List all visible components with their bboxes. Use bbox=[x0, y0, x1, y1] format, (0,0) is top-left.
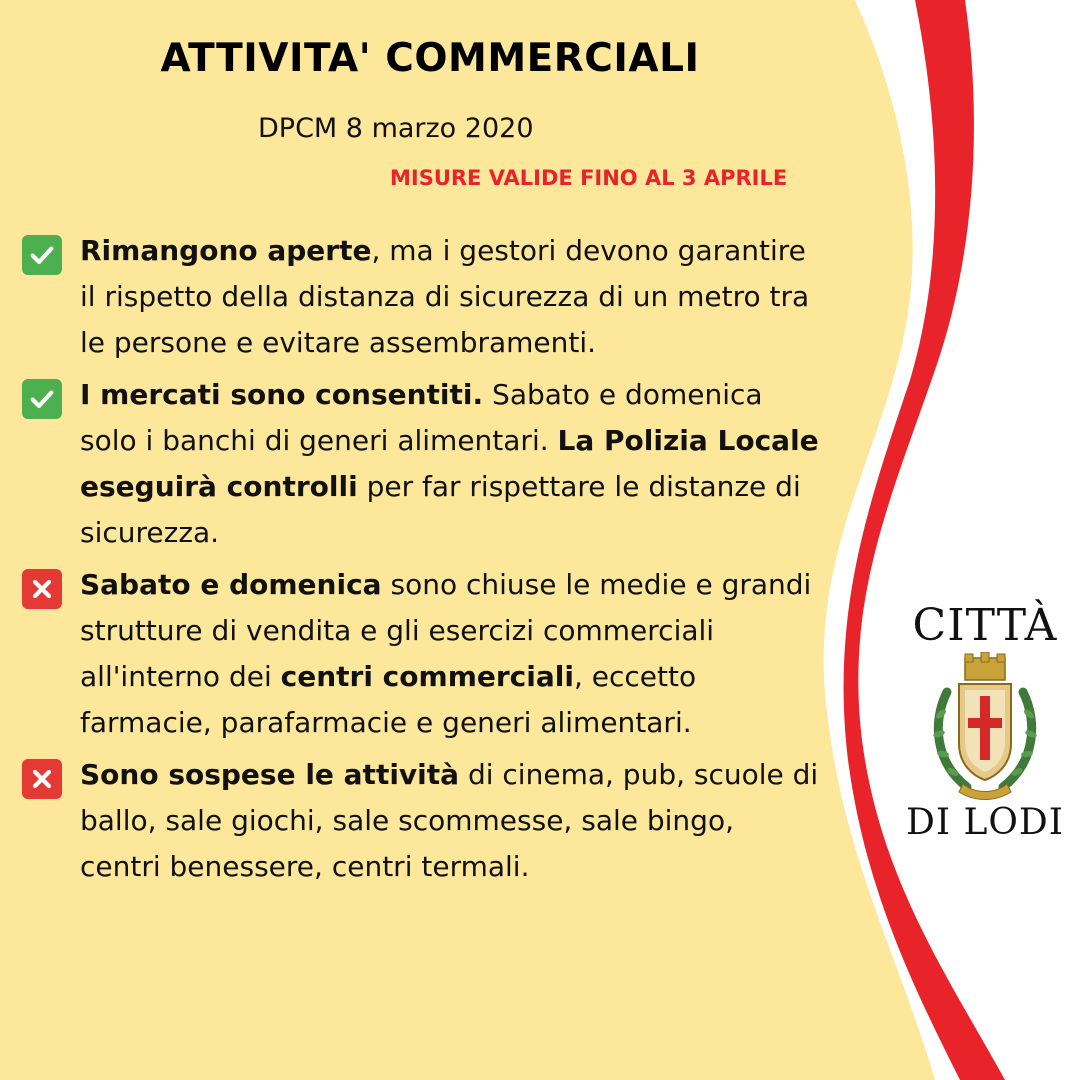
item-plain-text: sono chiuse le medie e grandi strutture di vendita e gli esercizi commerciali all'interno dei bbox=[80, 568, 812, 693]
item-plain-text: , eccetto farmacie, parafarmacie e generi alimentari. bbox=[80, 660, 697, 739]
list-item bbox=[22, 228, 822, 366]
item-bold-text: Sono sospese le attività bbox=[80, 758, 460, 791]
item-bold-text: La Polizia Locale eseguirà controlli bbox=[80, 424, 819, 503]
item-bold-text: I mercati sono consentiti. bbox=[80, 378, 484, 411]
item-text bbox=[80, 752, 820, 890]
logo-top-text: CITTÀ bbox=[912, 600, 1058, 651]
item-plain-text: Sabato e domenica solo i banchi di generi alimentari. bbox=[80, 378, 763, 457]
measures-list bbox=[22, 228, 822, 890]
list-item bbox=[22, 562, 822, 746]
city-logo bbox=[905, 600, 1065, 843]
item-plain-text: per far rispettare le distanze di sicurezza. bbox=[80, 470, 801, 549]
logo-bottom-text: DI LODI bbox=[905, 802, 1065, 843]
item-text bbox=[80, 228, 820, 366]
check-icon bbox=[22, 235, 62, 275]
item-text bbox=[80, 562, 820, 746]
cross-icon bbox=[22, 569, 62, 609]
item-plain-text: , ma i gestori devono garantire il rispetto della distanza di sicurezza di un metro tra le persone e evitare assembramenti. bbox=[80, 234, 810, 359]
item-bold-text: centri commerciali bbox=[280, 660, 574, 693]
list-item bbox=[22, 372, 822, 556]
decree-subtitle: DPCM 8 marzo 2020 bbox=[258, 113, 534, 144]
check-icon bbox=[22, 379, 62, 419]
list-item bbox=[22, 752, 822, 890]
item-bold-text: Sabato e domenica bbox=[80, 568, 382, 601]
lodi-crest-icon bbox=[927, 652, 1043, 800]
page-title: ATTIVITA' COMMERCIALI bbox=[160, 36, 700, 81]
validity-notice: MISURE VALIDE FINO AL 3 APRILE bbox=[390, 166, 788, 190]
cross-icon bbox=[22, 759, 62, 799]
item-text bbox=[80, 372, 820, 556]
item-bold-text: Rimangono aperte bbox=[80, 234, 372, 267]
item-plain-text: di cinema, pub, scuole di ballo, sale giochi, sale scommesse, sale bingo, centri benessere, centri termali. bbox=[80, 758, 819, 883]
